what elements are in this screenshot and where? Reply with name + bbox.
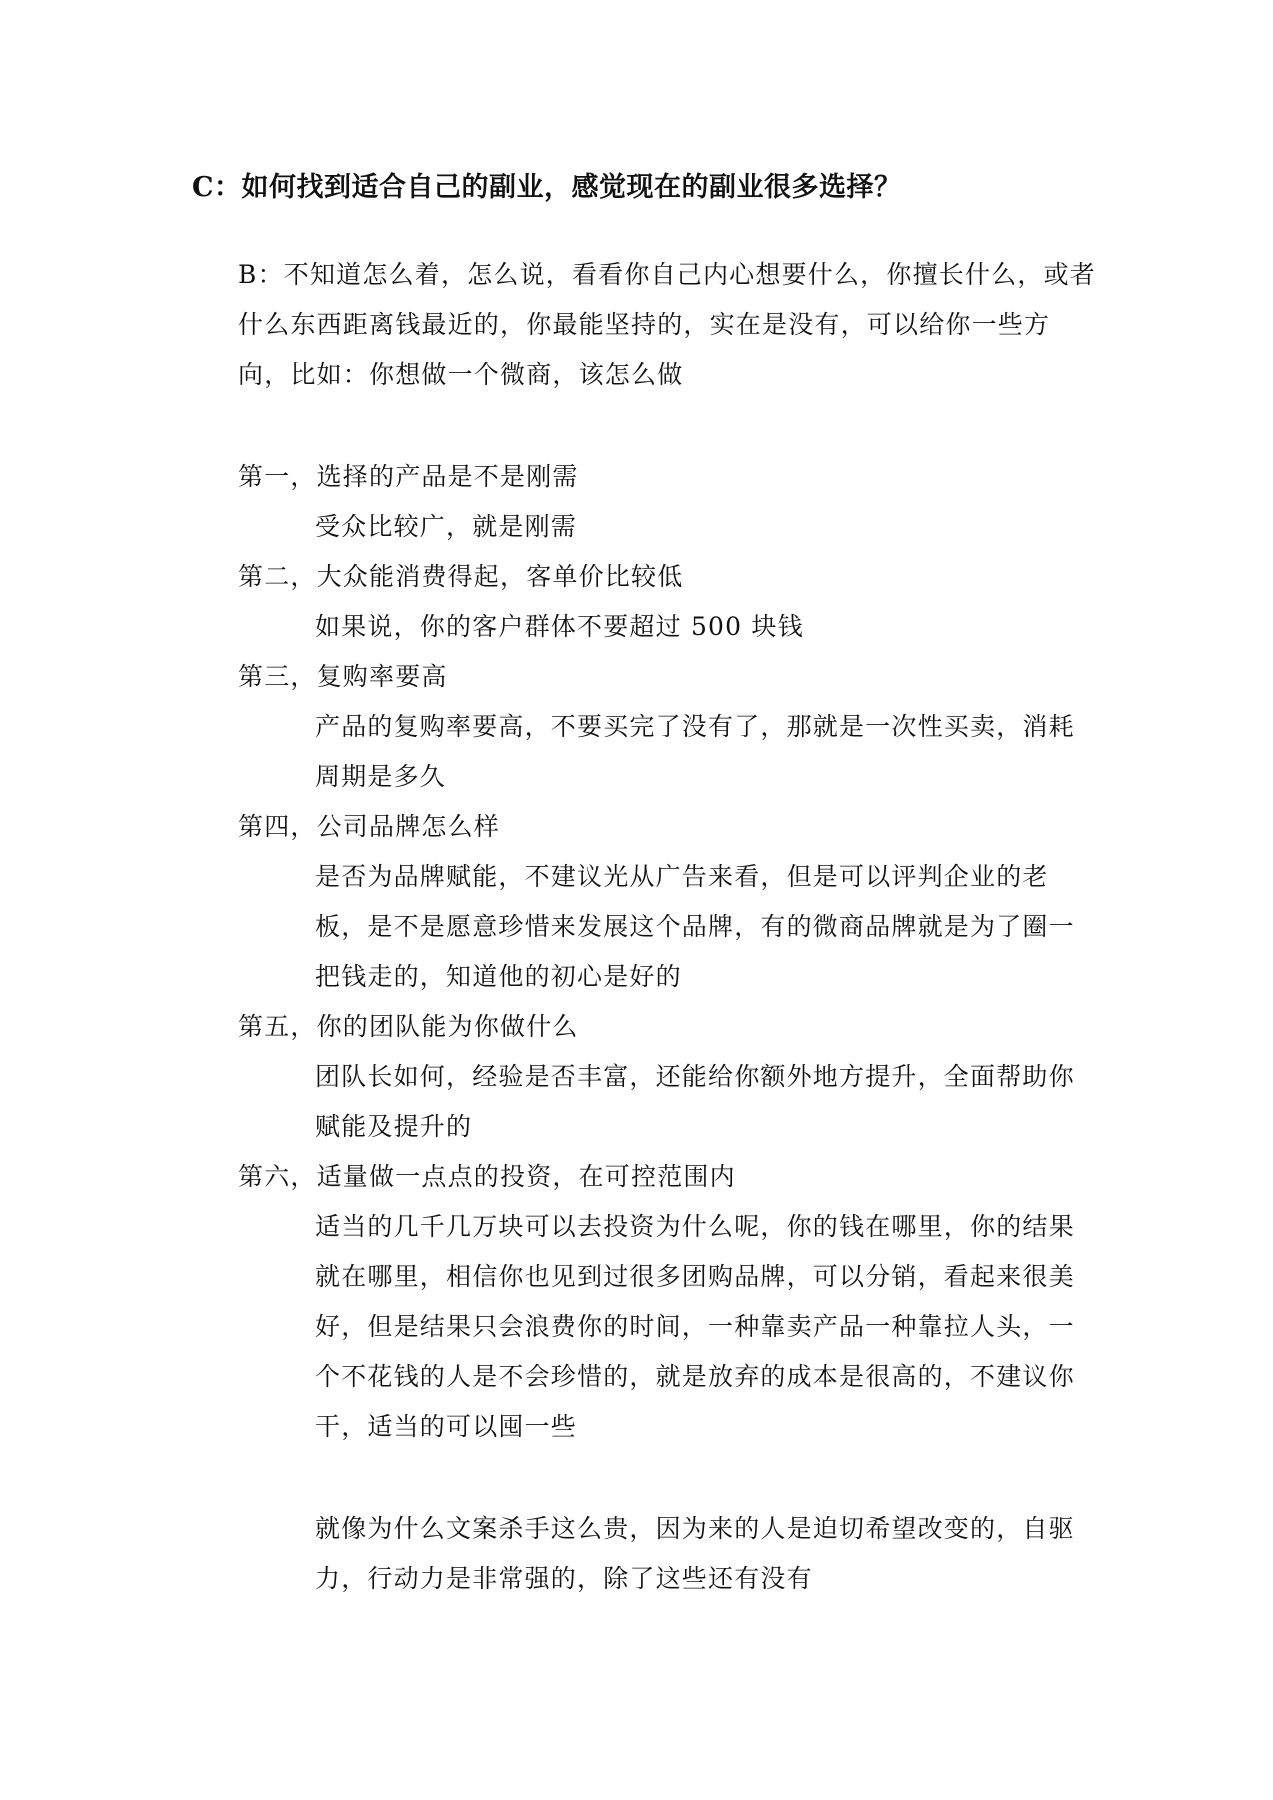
point-detail: 把钱走的，知道他的初心是好的 [315, 962, 682, 991]
point-detail: 赋能及提升的 [315, 1112, 473, 1141]
answer-intro-line: B：不知道怎么着，怎么说，看看你自己内心想要什么，你擅长什么，或者 [238, 260, 1096, 289]
closing-line: 就像为什么文案杀手这么贵，因为来的人是迫切希望改变的，自驱 [315, 1514, 1075, 1543]
point-heading: 第六，适量做一点点的投资，在可控范围内 [238, 1162, 736, 1191]
answer-intro-line: 什么东西距离钱最近的，你最能坚持的，实在是没有，可以给你一些方 [238, 310, 1051, 339]
closing-line: 力，行动力是非常强的，除了这些还有没有 [315, 1564, 813, 1593]
point-detail: 是否为品牌赋能，不建议光从广告来看，但是可以评判企业的老 [315, 862, 1049, 891]
point-detail: 个不花钱的人是不会珍惜的，就是放弃的成本是很高的，不建议你 [315, 1362, 1075, 1391]
point-detail: 板，是不是愿意珍惜来发展这个品牌，有的微商品牌就是为了圈一 [315, 912, 1075, 941]
point-heading: 第五，你的团队能为你做什么 [238, 1012, 579, 1041]
point-detail: 受众比较广，就是刚需 [315, 512, 578, 541]
answer-intro-line: 向，比如：你想做一个微商，该怎么做 [238, 360, 684, 389]
point-detail: 适当的几千几万块可以去投资为什么呢，你的钱在哪里，你的结果 [315, 1212, 1075, 1241]
point-heading: 第三，复购率要高 [238, 662, 448, 691]
point-detail: 团队长如何，经验是否丰富，还能给你额外地方提升，全面帮助你 [315, 1062, 1075, 1091]
point-heading: 第四，公司品牌怎么样 [238, 812, 501, 841]
point-detail: 产品的复购率要高，不要买完了没有了，那就是一次性买卖，消耗 [315, 712, 1075, 741]
point-detail: 好，但是结果只会浪费你的时间，一种靠卖产品一种靠拉人头，一 [315, 1312, 1075, 1341]
point-detail: 就在哪里，相信你也见到过很多团购品牌，可以分销，看起来很美 [315, 1262, 1075, 1291]
point-detail: 干，适当的可以囤一些 [315, 1412, 578, 1441]
point-heading: 第一，选择的产品是不是刚需 [238, 462, 579, 491]
point-detail: 如果说，你的客户群体不要超过 500 块钱 [315, 612, 804, 641]
point-detail: 周期是多久 [315, 762, 447, 791]
point-heading: 第二，大众能消费得起，客单价比较低 [238, 562, 684, 591]
question-heading: C：如何找到适合自己的副业，感觉现在的副业很多选择？ [192, 172, 902, 203]
